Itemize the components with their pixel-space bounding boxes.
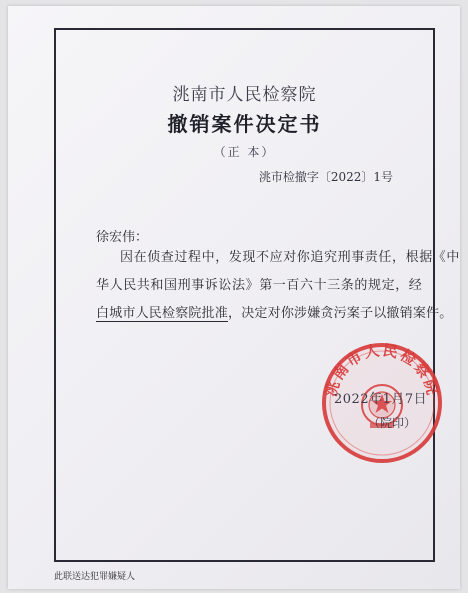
copy-type-label: （正 本）	[213, 145, 276, 159]
seal-label: （院印）	[368, 416, 417, 430]
seal-text: 洮南市人民检察院	[321, 341, 443, 399]
document-number: 洮市检撤字〔2022〕1号	[258, 170, 393, 184]
addressee: 徐宏伟：	[96, 230, 149, 245]
decision-date: 2022年1月7日	[334, 392, 428, 407]
body-line-1: 因在侦查过程中，发现不应对你追究刑事责任，根据《中	[120, 250, 461, 265]
document-frame	[54, 28, 461, 562]
document-sheet	[8, 6, 460, 589]
document-title: 撤销案件决定书	[167, 112, 322, 136]
approving-authority: 白城市人民检察院批准	[96, 306, 229, 321]
body-line-3	[96, 302, 452, 321]
body-line-2: 华人民共和国刑事诉讼法》第一百六十三条的规定，经	[96, 278, 423, 293]
office-name: 洮南市人民检察院	[172, 85, 317, 105]
body-line-3-rest: ，决定对你涉嫌贪污案子以撤销案件。	[228, 306, 453, 321]
footer-note: 此联送达犯罪嫌疑人	[54, 572, 136, 582]
